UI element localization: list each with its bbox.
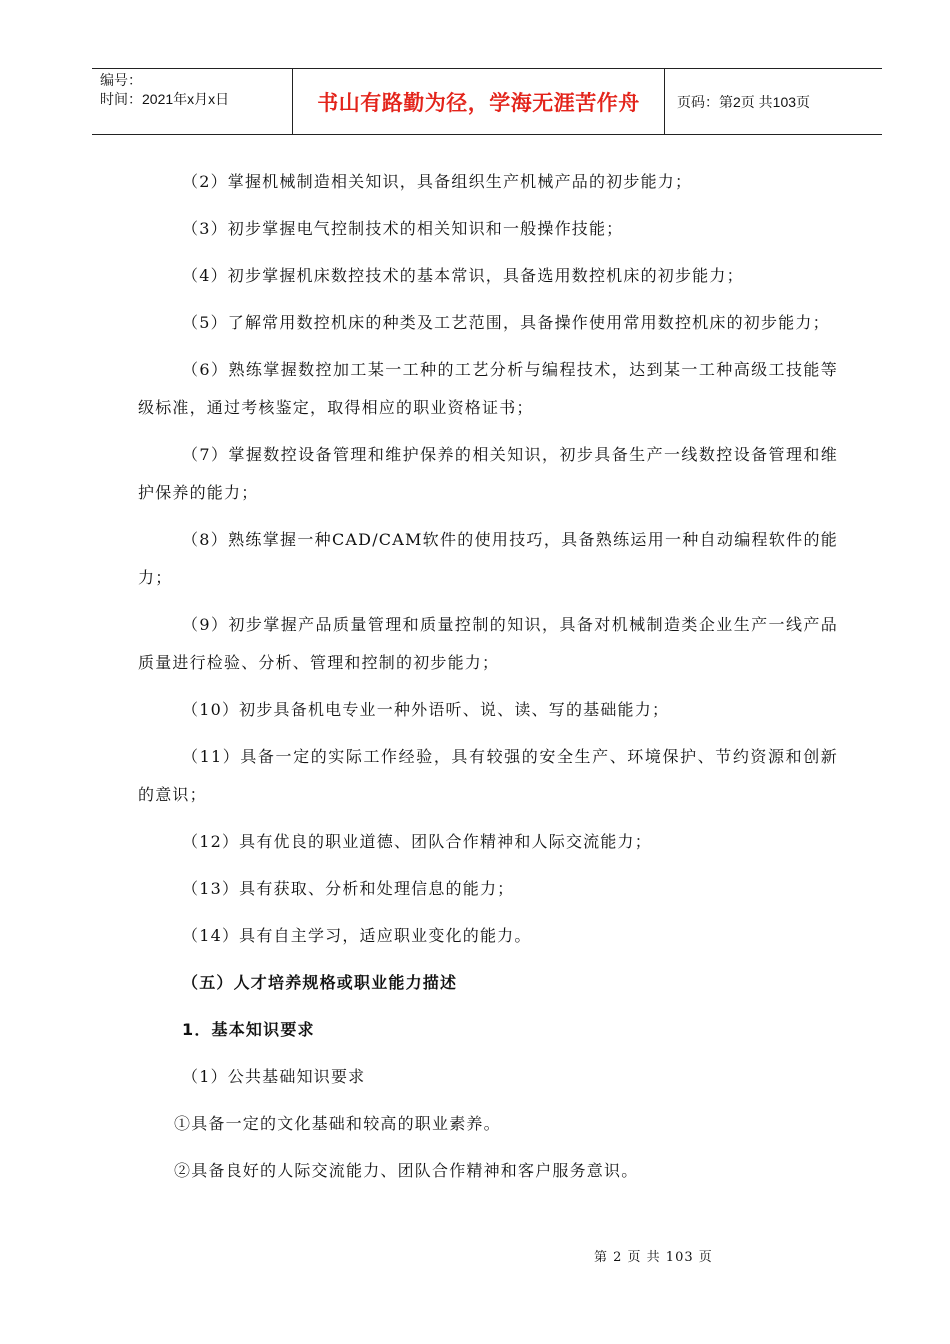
- subsection-heading: 1．基本知识要求: [182, 1020, 315, 1039]
- paragraph: （11）具备一定的实际工作经验，具有较强的安全生产、环境保护、节约资源和创新的意识；: [138, 747, 838, 804]
- paragraph: （13）具有获取、分析和处理信息的能力；: [182, 879, 515, 898]
- paragraph: （5）了解常用数控机床的种类及工艺范围，具备操作使用常用数控机床的初步能力；: [182, 313, 830, 332]
- paragraph: （6）熟练掌握数控加工某一工种的工艺分析与编程技术，达到某一工种高级工技能等级标准，通过考核鉴定，取得相应的职业资格证书；: [138, 360, 838, 417]
- paragraph: （1）公共基础知识要求: [182, 1067, 366, 1086]
- paragraph: （2）掌握机械制造相关知识，具备组织生产机械产品的初步能力；: [182, 172, 693, 191]
- paragraph: （10）初步具备机电专业一种外语听、说、读、写的基础能力；: [182, 700, 670, 719]
- section-heading: （五）人才培养规格或职业能力描述: [182, 973, 458, 992]
- header-meta: [92, 69, 292, 134]
- document-body: [138, 163, 838, 1199]
- paragraph: （8）熟练掌握一种CAD/CAM软件的使用技巧，具备熟练运用一种自动编程软件的能力；: [138, 530, 838, 587]
- page-header: [92, 68, 882, 135]
- header-page-info: 页码：第2页 共103页: [677, 93, 811, 110]
- number-label: 编号：: [100, 72, 142, 88]
- paragraph: （9）初步掌握产品质量管理和质量控制的知识，具备对机械制造类企业生产一线产品质量进行检验、分析、管理和控制的初步能力；: [138, 615, 838, 672]
- list-item: ①具备一定的文化基础和较高的职业素养。: [174, 1114, 501, 1133]
- date-label: 时间：2021年x月x日: [100, 91, 230, 107]
- paragraph: （14）具有自主学习，适应职业变化的能力。: [182, 926, 532, 945]
- header-motto: 书山有路勤为径，学海无涯苦作舟: [292, 69, 665, 134]
- paragraph: （3）初步掌握电气控制技术的相关知识和一般操作技能；: [182, 219, 624, 238]
- paragraph: （12）具有优良的职业道德、团队合作精神和人际交流能力；: [182, 832, 652, 851]
- paragraph: （7）掌握数控设备管理和维护保养的相关知识，初步具备生产一线数控设备管理和维护保养的能力；: [138, 445, 838, 502]
- paragraph: （4）初步掌握机床数控技术的基本常识，具备选用数控机床的初步能力；: [182, 266, 744, 285]
- page-footer: 第 2 页 共 103 页: [594, 1250, 713, 1265]
- list-item: ②具备良好的人际交流能力、团队合作精神和客户服务意识。: [174, 1161, 639, 1180]
